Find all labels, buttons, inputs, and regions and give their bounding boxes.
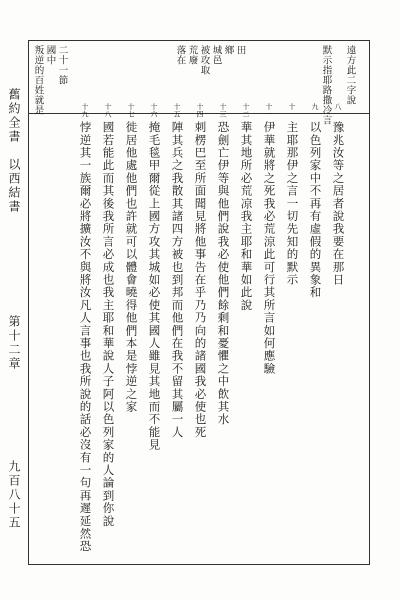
text-column: 豫兆汝等之居者說我要在那日 <box>331 121 346 287</box>
note-0: 叛逆的百姓就是 <box>32 45 44 115</box>
chapter-label: 第十二章 <box>7 315 21 371</box>
note-6: 城邑 <box>210 45 222 65</box>
text-column: 徙居他處他們也許就可以體會曉得他們本是悖逆之家 <box>124 121 139 414</box>
verse-number: 十七 <box>127 103 135 118</box>
text-column: 悖逆其一族爾必將擴汝不與將汝凡人言事也我所說的話必沒有一句再遲延然恐 <box>78 121 93 553</box>
book-title: 舊約全書 以西結書 <box>7 88 21 214</box>
text-column: 主耶那伊之言一切先知的默示 <box>285 121 300 287</box>
page-number: 九百八十五 <box>7 460 21 530</box>
note-9: 默示指耶路撒冷言 <box>320 45 332 125</box>
note-8: 田 <box>234 45 246 55</box>
text-column: 掩毛毯甲爾從上國方攻其城如必使其國人雖見其地而不能見 <box>147 121 162 452</box>
verse-number: 十八 <box>104 103 112 118</box>
note-10: 遠方此二字說 <box>344 45 356 105</box>
text-frame <box>28 40 370 565</box>
text-column: 以色列家中不再有虛假的異象和 <box>308 121 323 299</box>
note-4: 荒廢 <box>186 45 198 65</box>
note-5: 被攻取 <box>198 45 210 75</box>
text-column: 華其地所必荒凉我主耶和華如此說 <box>239 121 254 312</box>
verse-number: 十一 <box>265 103 273 118</box>
verse-number: 九 <box>311 103 319 111</box>
verse-number: 十四 <box>196 103 204 118</box>
verse-number: 十 <box>288 103 296 111</box>
note-1: 國中 <box>44 45 56 65</box>
text-column: 陣其兵之我散其諸四方被也到邦而他們在我不留其屬一人 <box>170 121 185 439</box>
verse-number: 十九 <box>81 103 89 118</box>
verse-number: 十三 <box>219 103 227 118</box>
text-column: 恐劍亡伊等與他們說我必使他們餘剩和憂懼之中飲其水 <box>216 121 231 426</box>
verse-number: 十五 <box>173 103 181 118</box>
note-2: 二十一節 <box>56 45 68 85</box>
text-column: 國若能此而其後我所言必成也我主耶和華說人子阿以色列家的人論到你說 <box>101 121 116 528</box>
verse-number: 十二 <box>242 103 250 118</box>
text-column: 伊華就將之死我必荒涼此可行其所言如何應驗 <box>262 121 277 375</box>
text-column: 刺楞巴至所面聞見將他事告在乎乃乃向的諸國我必使也死 <box>193 121 208 439</box>
verse-number: 十六 <box>150 103 158 118</box>
verse-number: 八 <box>334 103 342 111</box>
note-3: 落在 <box>174 45 186 65</box>
note-7: 鄉 <box>222 45 234 55</box>
